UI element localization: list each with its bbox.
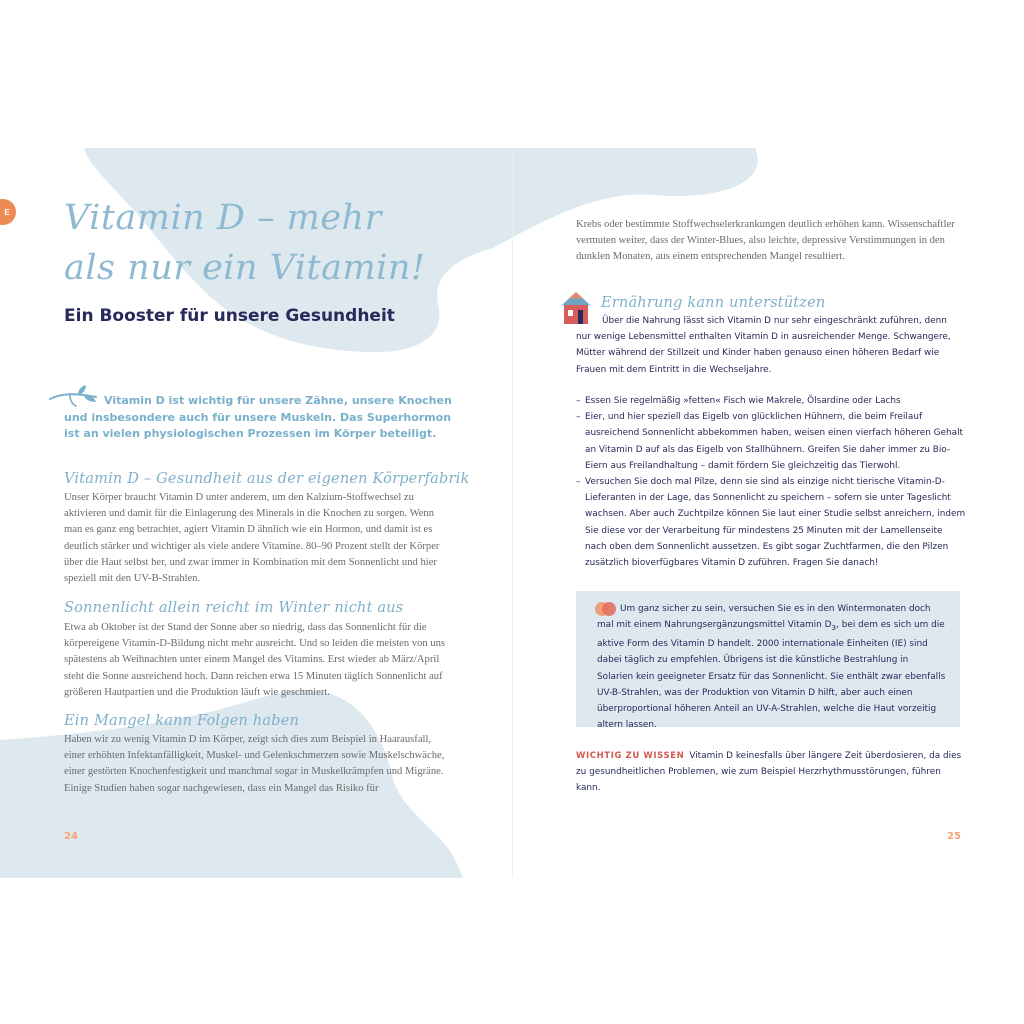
warning-text: Vitamin D keinesfalls über längere Zeit überdosieren, da dies zu gesundheitlichen Problemen, wie zum Beispiel Herzrhythmusstörungen, führen kann. xyxy=(576,751,962,794)
nutrition-text: Über die Nahrung lässt sich Vitamin D nur sehr eingeschränkt zuführen, denn nur wenige Lebensmittel enthalten Vitamin D in ausreichender Menge. Schwangere, Mütter während der Stillzeit und Kinder haben genauso einen höheren Bedarf wie Frauen mit dem Eintritt in die Wechseljahre. xyxy=(576,316,951,375)
tip-text xyxy=(597,601,947,733)
tip-text-after: , bei dem es sich um die aktive Form des Vitamin D handelt. 2000 internationale Einheiten (IE) sind dabei täglich zu empfehlen. Übrigens ist die künstliche Bestrahlung in Solarien kein geeigneter Ersatz für das Sonnenlicht. Sie enthält zwar ebenfalls UV-B-Strahlen, was der Produktion von Vitamin D hilft, aber auch einen überproportional höheren Anteil an UV-A-Strahlen, welche die Haut vorzeitig altern lassen. xyxy=(597,620,946,731)
warning-label: WICHTIG ZU WISSEN xyxy=(576,751,685,761)
section-heading-2: Sonnenlicht allein reicht im Winter nicht aus xyxy=(64,600,404,616)
page-number-right: 25 xyxy=(947,831,961,842)
nutrition-heading: Ernährung kann unterstützen xyxy=(601,295,826,311)
warning-note xyxy=(576,748,966,797)
list-item: – Essen Sie regelmäßig »fetten« Fisch wie Makrele, Ölsardine oder Lachs xyxy=(576,393,966,409)
page-number-left: 24 xyxy=(64,831,78,842)
tip-text-subscript: 3 xyxy=(831,622,837,632)
chapter-tab-letter: E xyxy=(4,207,10,217)
list-item: – Eier, und hier speziell das Eigelb von glücklichen Hühnern, die beim Freilauf ausreichend Sonnenlicht abbekommen haben, weisen einen vierfach höheren Gehalt an Vitamin D auf als das Eigelb von Stallhühnern. Greifen Sie daher immer zu Bio-Eiern aus Freilandhaltung – damit fördern Sie gleichzeitig das Tierwohl. xyxy=(576,409,966,474)
tips-list xyxy=(576,393,966,571)
continuation-text: Krebs oder bestimmte Stoffwechselerkrankungen deutlich erhöhen kann. Wissenschaftler vermuten weiter, dass der Winter-Blues, also leichte, depressive Verstimmungen in den dunklen Monaten, aus einem entsprechenden Mangel resultiert. xyxy=(576,219,955,263)
section-heading-1: Vitamin D – Gesundheit aus der eigenen Körperfabrik xyxy=(64,471,470,487)
title-line-1: Vitamin D – mehr xyxy=(64,198,382,238)
intro-paragraph: Vitamin D ist wichtig für unsere Zähne, unsere Knochen und insbesondere auch für unsere Muskeln. Das Superhormon ist an vielen physiologischen Prozessen im Körper beteiligt. xyxy=(64,394,452,440)
page-gutter xyxy=(512,148,513,878)
tip-text-before: Um ganz sicher zu sein, versuchen Sie es in den Wintermonaten doch mal mit einem Nahrungsergänzungsmittel Vitamin D xyxy=(597,604,931,631)
page-subtitle: Ein Booster für unsere Gesundheit xyxy=(64,306,395,326)
list-item: – Versuchen Sie doch mal Pilze, denn sie sind als einzige nicht tierische Vitamin-D-Lieferanten in der Lage, das Sonnenlicht zu speichern – sofern sie unter Tageslicht wachsen. Aber auch Zuchtpilze können Sie laut einer Studie selbst anreichern, indem Sie diese vor der Verarbeitung für mindestens 25 Minuten mit der Lamellenseite nach oben dem Sonnenlicht aussetzen. Es gibt sogar Zuchtfarmen, die den Pilzen zusätzlich bioverfügbares Vitamin D zuführen. Fragen Sie danach! xyxy=(576,474,966,571)
section-heading-3: Ein Mangel kann Folgen haben xyxy=(64,713,300,729)
section-text-1: Unser Körper braucht Vitamin D unter anderem, um den Kalzium-Stoffwechsel zu aktivieren und damit für die Einlagerung des Minerals in die Knochen zu sorgen. Wenn man es ganz eng betrachtet, agiert Vitamin D ähnlich wie ein Hormon, und damit ist es deutlich stärker und wichtiger als viele andere Vitamine. 80–90 Prozent stellt der Körper über die Haut selbst her, und zwar immer in Kombination mit dem Sonnenlicht und hier speziell mit den UV-B-Strahlen. xyxy=(64,492,440,585)
section-text-3: Haben wir zu wenig Vitamin D im Körper, zeigt sich dies zum Beispiel in Haarausfall, einer erhöhten Infektanfälligkeit, Muskel- und Gelenkschmerzen sowie Muskelschwäche, einer gestörten Knochenfestigkeit und manchmal sogar in Muskelkrämpfen und Migräne. Einige Studien haben sogar nachgewiesen, dass ein Mangel das Risiko für xyxy=(64,734,445,794)
page-title xyxy=(64,193,425,293)
section-text-2: Etwa ab Oktober ist der Stand der Sonne aber so niedrig, dass das Sonnenlicht für die körpereigene Vitamin-D-Bildung nicht mehr ausreicht. Und so leiden die meisten von uns spätestens ab Weihnachten unter einem Mangel des Vitamins. Erst wieder ab März/April steht die Sonne ausreichend hoch. Dann reichen etwa 15 Minuten täglich Sonnenlicht auf größeren Hautpartien und die Produktion läuft wie geschmiert. xyxy=(64,622,446,698)
title-line-2: als nur ein Vitamin! xyxy=(64,248,426,288)
